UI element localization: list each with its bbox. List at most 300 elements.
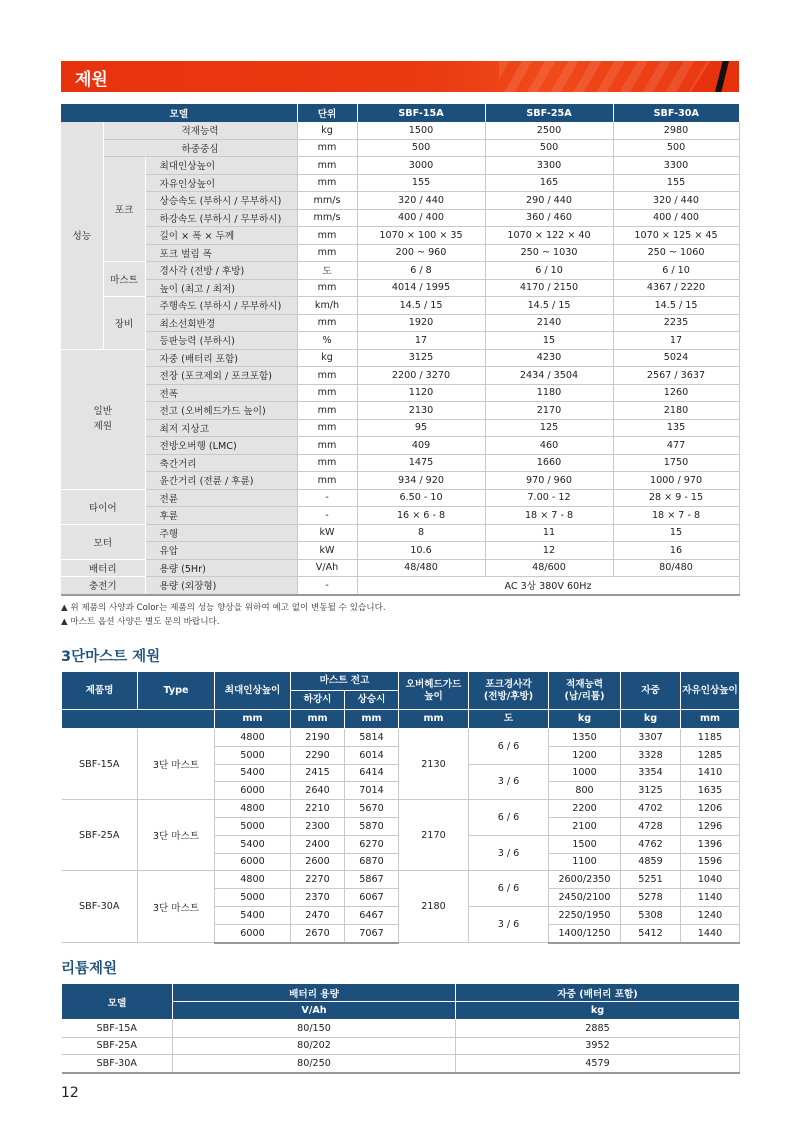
row-value: 155 <box>357 174 485 192</box>
row-label: 전륜 <box>145 489 297 507</box>
row-label: 길이 × 폭 × 두께 <box>145 227 297 245</box>
row-label: 축간거리 <box>145 454 297 472</box>
table-row <box>61 227 739 245</box>
row-value: 14.5 / 15 <box>613 297 739 315</box>
mast-model-name: SBF-15A <box>62 729 138 800</box>
table-row <box>61 332 739 350</box>
row-value: 6 / 8 <box>357 262 485 280</box>
mast-cell: 3354 <box>621 764 681 782</box>
row-label: 전고 (오버헤드가드 높이) <box>145 402 297 420</box>
row-value: 1120 <box>357 384 485 402</box>
row-label: 윤간거리 (전륜 / 후륜) <box>145 472 297 490</box>
lithium-cell: 3952 <box>456 1037 740 1055</box>
mast-cell: 3307 <box>621 729 681 747</box>
row-label: 자유인상높이 <box>145 174 297 192</box>
mast-cell: 2640 <box>291 782 345 800</box>
row-value: 477 <box>613 437 739 455</box>
row-unit: mm <box>297 314 357 332</box>
mast-cell: 5000 <box>215 746 291 764</box>
row-value: 2500 <box>485 122 613 139</box>
table-row <box>62 1055 740 1073</box>
row-value: 970 / 960 <box>485 472 613 490</box>
row-value: 3000 <box>357 157 485 175</box>
row-value: 15 <box>613 524 739 542</box>
row-unit: - <box>297 577 357 595</box>
mast-cell: 5000 <box>215 817 291 835</box>
mast-unit: mm <box>681 710 740 729</box>
spec-table <box>61 104 740 596</box>
mast-cell: 6467 <box>345 906 399 924</box>
row-unit: mm <box>297 437 357 455</box>
row-value: 500 <box>485 139 613 157</box>
table-row <box>62 800 740 818</box>
row-value: 250 ~ 1060 <box>613 244 739 262</box>
mast-cell: 4762 <box>621 835 681 853</box>
row-label: 상승속도 (부하시 / 무부하시) <box>145 192 297 210</box>
mast-model-name: SBF-30A <box>62 871 138 943</box>
row-value: 2140 <box>485 314 613 332</box>
group-charger: 충전기 <box>61 577 145 595</box>
table-row <box>62 871 740 889</box>
mast-cell: 1596 <box>681 853 740 871</box>
row-unit: mm/s <box>297 209 357 227</box>
row-value: 1000 / 970 <box>613 472 739 490</box>
mast-header-max-lift: 최대인상높이 <box>215 672 291 710</box>
group-motor: 모터 <box>61 524 145 559</box>
row-label: 최대인상높이 <box>145 157 297 175</box>
table-row <box>61 192 739 210</box>
mast-cell: 1140 <box>681 889 740 907</box>
spec-header-sbf15a: SBF-15A <box>357 104 485 122</box>
row-label: 적재능력 <box>103 122 297 139</box>
row-unit: mm <box>297 472 357 490</box>
mast-cell: 2670 <box>291 924 345 942</box>
mast-header-product: 제품명 <box>62 672 138 710</box>
table-row <box>62 1037 740 1055</box>
row-value: 7.00 - 12 <box>485 489 613 507</box>
lithium-table <box>61 983 740 1074</box>
mast-cell: 4859 <box>621 853 681 871</box>
row-value: 16 <box>613 542 739 560</box>
mast-model-type: 3단 마스트 <box>138 800 215 871</box>
row-value: 6 / 10 <box>485 262 613 280</box>
mast-cell: 1296 <box>681 817 740 835</box>
mast-cell: 2190 <box>291 729 345 747</box>
group-fork: 포크 <box>103 157 145 262</box>
table-row <box>61 542 739 560</box>
mast-cell: 4800 <box>215 729 291 747</box>
note-mast-option: ▲ 마스트 옵션 사양은 별도 문의 바랍니다. <box>61 617 220 627</box>
row-label: 주행속도 (부하시 / 무부하시) <box>145 297 297 315</box>
mast-tilt: 3 / 6 <box>469 835 549 871</box>
mast-cell: 5814 <box>345 729 399 747</box>
mast-cell: 6000 <box>215 782 291 800</box>
mast-header-weight: 자중 <box>621 672 681 710</box>
mast-cell: 4800 <box>215 871 291 889</box>
row-value: 1660 <box>485 454 613 472</box>
row-value: 2980 <box>613 122 739 139</box>
row-unit: mm <box>297 227 357 245</box>
row-value: 135 <box>613 419 739 437</box>
row-value: 3125 <box>357 349 485 367</box>
mast-cell: 4728 <box>621 817 681 835</box>
table-row <box>61 402 739 420</box>
mast-unit: 도 <box>469 710 549 729</box>
table-row <box>61 174 739 192</box>
mast-cell: 6270 <box>345 835 399 853</box>
mast-cell: 1100 <box>549 853 621 871</box>
table-row <box>61 244 739 262</box>
row-unit: kg <box>297 349 357 367</box>
table-row <box>61 139 739 157</box>
row-value: 5024 <box>613 349 739 367</box>
row-unit: % <box>297 332 357 350</box>
mast-cell: 2370 <box>291 889 345 907</box>
lithium-cell: SBF-25A <box>62 1037 173 1055</box>
mast-cell: 1285 <box>681 746 740 764</box>
row-unit: mm <box>297 384 357 402</box>
mast-cell: 1240 <box>681 906 740 924</box>
table-row <box>61 314 739 332</box>
group-general: 일반 제원 <box>61 349 145 489</box>
table-row <box>61 577 739 595</box>
mast-cell: 6000 <box>215 924 291 942</box>
row-unit: mm <box>297 367 357 385</box>
row-unit: kW <box>297 524 357 542</box>
row-value: 48/600 <box>485 559 613 577</box>
mast-cell: 5400 <box>215 906 291 924</box>
spec-header-unit: 단위 <box>297 104 357 122</box>
row-value: 3300 <box>613 157 739 175</box>
row-value: 320 / 440 <box>613 192 739 210</box>
row-value: 1750 <box>613 454 739 472</box>
mast-cell: 1396 <box>681 835 740 853</box>
row-value: 12 <box>485 542 613 560</box>
mast-cell: 5412 <box>621 924 681 942</box>
mast-cell: 5400 <box>215 835 291 853</box>
mast-cell: 2300 <box>291 817 345 835</box>
row-unit: mm <box>297 157 357 175</box>
row-label: 주행 <box>145 524 297 542</box>
group-mast: 마스트 <box>103 262 145 297</box>
table-row <box>61 419 739 437</box>
row-value: 1475 <box>357 454 485 472</box>
row-label: 전방오버행 (LMC) <box>145 437 297 455</box>
row-unit: mm <box>297 139 357 157</box>
row-value: 2130 <box>357 402 485 420</box>
row-unit: kW <box>297 542 357 560</box>
mast-unit: mm <box>291 710 345 729</box>
mast-cell: 2600 <box>291 853 345 871</box>
row-unit: 도 <box>297 262 357 280</box>
mast-model-type: 3단 마스트 <box>138 729 215 800</box>
mast-cell: 2470 <box>291 906 345 924</box>
row-value: 4367 / 2220 <box>613 279 739 297</box>
row-label: 용량 (5Hr) <box>145 559 297 577</box>
row-unit: mm <box>297 279 357 297</box>
row-unit: mm <box>297 402 357 420</box>
mast-tilt: 3 / 6 <box>469 764 549 800</box>
row-value: 400 / 400 <box>613 209 739 227</box>
mast-cell: 1000 <box>549 764 621 782</box>
mast-cell: 2290 <box>291 746 345 764</box>
mast-cell: 6414 <box>345 764 399 782</box>
mast-cell: 4800 <box>215 800 291 818</box>
mast-cell: 1206 <box>681 800 740 818</box>
table-row <box>61 472 739 490</box>
note-spec-change: ▲ 위 제품의 사양과 Color는 제품의 성능 향상을 위하여 예고 없이 변동될 수 있습니다. <box>61 603 386 613</box>
mast-unit: mm <box>399 710 469 729</box>
mast-cell: 3125 <box>621 782 681 800</box>
row-value: 14.5 / 15 <box>357 297 485 315</box>
mast-cell: 1635 <box>681 782 740 800</box>
mast-header-capacity: 적재능력 (납/리튬) <box>549 672 621 710</box>
row-label: 높이 (최고 / 최저) <box>145 279 297 297</box>
mast-unit: mm <box>215 710 291 729</box>
spec-header-model: 모델 <box>61 104 297 122</box>
lithium-cell: SBF-30A <box>62 1055 173 1073</box>
row-value: 2180 <box>613 402 739 420</box>
table-row <box>61 507 739 525</box>
mast-cell: 2450/2100 <box>549 889 621 907</box>
mast-overhead: 2130 <box>399 729 469 800</box>
row-value: 4230 <box>485 349 613 367</box>
row-label: 등판능력 (부하시) <box>145 332 297 350</box>
table-row <box>62 729 740 747</box>
lithium-cell: 4579 <box>456 1055 740 1073</box>
row-value: 4170 / 2150 <box>485 279 613 297</box>
row-unit: mm <box>297 174 357 192</box>
mast-cell: 6014 <box>345 746 399 764</box>
spec-header-row <box>61 104 739 122</box>
mast-cell: 1440 <box>681 924 740 942</box>
mast-cell: 5000 <box>215 889 291 907</box>
mast-tilt: 6 / 6 <box>469 800 549 836</box>
row-value: 2434 / 3504 <box>485 367 613 385</box>
row-label: 용량 (외장형) <box>145 577 297 595</box>
mast-header-type: Type <box>138 672 215 710</box>
spec-header-sbf30a: SBF-30A <box>613 104 739 122</box>
mast-cell: 6870 <box>345 853 399 871</box>
mast-cell: 7014 <box>345 782 399 800</box>
row-value: 500 <box>357 139 485 157</box>
row-value: 15 <box>485 332 613 350</box>
row-value: 155 <box>613 174 739 192</box>
mast-cell: 1185 <box>681 729 740 747</box>
row-value: 80/480 <box>613 559 739 577</box>
group-tire: 타이어 <box>61 489 145 524</box>
table-row <box>61 297 739 315</box>
mast-tilt: 6 / 6 <box>469 729 549 765</box>
mast-header-tilt: 포크경사각 (전방/후방) <box>469 672 549 710</box>
row-value: AC 3상 380V 60Hz <box>357 577 739 595</box>
row-value: 290 / 440 <box>485 192 613 210</box>
mast-cell: 1500 <box>549 835 621 853</box>
row-unit: km/h <box>297 297 357 315</box>
table-row <box>61 437 739 455</box>
table-row <box>61 384 739 402</box>
table-row <box>61 367 739 385</box>
row-value: 18 × 7 - 8 <box>613 507 739 525</box>
row-value: 1180 <box>485 384 613 402</box>
mast-cell: 2600/2350 <box>549 871 621 889</box>
mast-cell: 800 <box>549 782 621 800</box>
row-value: 28 × 9 - 15 <box>613 489 739 507</box>
group-performance: 성능 <box>61 122 103 349</box>
row-value: 409 <box>357 437 485 455</box>
row-value: 165 <box>485 174 613 192</box>
row-unit: kg <box>297 122 357 139</box>
mast-cell: 5278 <box>621 889 681 907</box>
mast-header-raised: 상승시 <box>345 691 399 710</box>
table-row <box>61 262 739 280</box>
group-battery: 배터리 <box>61 559 145 577</box>
mast-cell: 1400/1250 <box>549 924 621 942</box>
mast-cell: 3328 <box>621 746 681 764</box>
mast-table <box>61 671 740 944</box>
mast-header-free-lift: 자유인상높이 <box>681 672 740 710</box>
mast-overhead: 2180 <box>399 871 469 943</box>
mast-tilt: 3 / 6 <box>469 906 549 942</box>
table-row <box>62 1020 740 1038</box>
table-row <box>61 559 739 577</box>
mast-unit: kg <box>549 710 621 729</box>
row-value: 4014 / 1995 <box>357 279 485 297</box>
lithium-header-battery: 배터리 용량 <box>173 984 456 1002</box>
row-value: 400 / 400 <box>357 209 485 227</box>
section-title: 제원 <box>75 70 108 90</box>
lithium-cell: SBF-15A <box>62 1020 173 1038</box>
row-label: 자중 (배터리 포함) <box>145 349 297 367</box>
table-row <box>61 122 739 139</box>
mast-cell: 2415 <box>291 764 345 782</box>
section-banner <box>61 61 739 92</box>
row-label: 포크 벌림 폭 <box>145 244 297 262</box>
lithium-header-model: 모델 <box>62 984 173 1020</box>
row-value: 1920 <box>357 314 485 332</box>
row-value: 2170 <box>485 402 613 420</box>
mast-cell: 6067 <box>345 889 399 907</box>
row-unit: mm/s <box>297 192 357 210</box>
row-label: 후륜 <box>145 507 297 525</box>
mast-cell: 2400 <box>291 835 345 853</box>
row-label: 최저 지상고 <box>145 419 297 437</box>
mast-model-name: SBF-25A <box>62 800 138 871</box>
row-label: 유압 <box>145 542 297 560</box>
row-unit: mm <box>297 244 357 262</box>
table-row <box>61 279 739 297</box>
row-value: 2200 / 3270 <box>357 367 485 385</box>
row-unit: mm <box>297 454 357 472</box>
row-value: 1070 × 125 × 45 <box>613 227 739 245</box>
row-value: 1070 × 100 × 35 <box>357 227 485 245</box>
mast-header-lowered: 하강시 <box>291 691 345 710</box>
row-label: 전폭 <box>145 384 297 402</box>
table-row <box>61 489 739 507</box>
row-label: 전장 (포크제외 / 포크포함) <box>145 367 297 385</box>
table-row <box>61 157 739 175</box>
lithium-cell: 2885 <box>456 1020 740 1038</box>
row-label: 하중중심 <box>103 139 297 157</box>
mast-cell: 5870 <box>345 817 399 835</box>
row-value: 95 <box>357 419 485 437</box>
mast-cell: 2250/1950 <box>549 906 621 924</box>
mast-tilt: 6 / 6 <box>469 871 549 907</box>
lithium-cell: 80/202 <box>173 1037 456 1055</box>
table-row <box>61 209 739 227</box>
lithium-header-weight: 자중 (배터리 포함) <box>456 984 740 1002</box>
mast-section-title: 3단마스트 제원 <box>61 649 161 665</box>
mast-overhead: 2170 <box>399 800 469 871</box>
row-value: 200 ~ 960 <box>357 244 485 262</box>
row-label: 하강속도 (부하시 / 무부하시) <box>145 209 297 227</box>
mast-unit-blank <box>62 710 215 729</box>
row-value: 500 <box>613 139 739 157</box>
spec-header-sbf25a: SBF-25A <box>485 104 613 122</box>
row-value: 17 <box>613 332 739 350</box>
mast-unit: kg <box>621 710 681 729</box>
row-value: 1500 <box>357 122 485 139</box>
mast-cell: 2270 <box>291 871 345 889</box>
lithium-section-title: 리튬제원 <box>61 961 118 977</box>
mast-cell: 5400 <box>215 764 291 782</box>
row-value: 6 / 10 <box>613 262 739 280</box>
mast-unit: mm <box>345 710 399 729</box>
row-value: 250 ~ 1030 <box>485 244 613 262</box>
mast-cell: 1200 <box>549 746 621 764</box>
row-label: 최소선회반경 <box>145 314 297 332</box>
mast-cell: 1410 <box>681 764 740 782</box>
row-value: 8 <box>357 524 485 542</box>
row-unit: V/Ah <box>297 559 357 577</box>
mast-cell: 5670 <box>345 800 399 818</box>
row-value: 16 × 6 - 8 <box>357 507 485 525</box>
mast-cell: 7067 <box>345 924 399 942</box>
mast-cell: 2200 <box>549 800 621 818</box>
row-unit: - <box>297 507 357 525</box>
row-value: 18 × 7 - 8 <box>485 507 613 525</box>
row-value: 125 <box>485 419 613 437</box>
row-value: 460 <box>485 437 613 455</box>
mast-cell: 2210 <box>291 800 345 818</box>
row-value: 6.50 - 10 <box>357 489 485 507</box>
table-row <box>61 524 739 542</box>
mast-header-mast-height: 마스트 전고 <box>291 672 399 691</box>
mast-cell: 6000 <box>215 853 291 871</box>
mast-cell: 5251 <box>621 871 681 889</box>
table-row <box>61 349 739 367</box>
row-value: 934 / 920 <box>357 472 485 490</box>
page-number: 12 <box>61 1085 79 1101</box>
row-value: 17 <box>357 332 485 350</box>
mast-model-type: 3단 마스트 <box>138 871 215 943</box>
row-value: 14.5 / 15 <box>485 297 613 315</box>
row-label: 경사각 (전방 / 후방) <box>145 262 297 280</box>
mast-header-overhead: 오버헤드가드 높이 <box>399 672 469 710</box>
lithium-unit: kg <box>456 1002 740 1020</box>
row-value: 320 / 440 <box>357 192 485 210</box>
row-value: 1070 × 122 × 40 <box>485 227 613 245</box>
row-value: 360 / 460 <box>485 209 613 227</box>
row-value: 1260 <box>613 384 739 402</box>
mast-cell: 5308 <box>621 906 681 924</box>
lithium-unit: V/Ah <box>173 1002 456 1020</box>
mast-cell: 1350 <box>549 729 621 747</box>
row-value: 2567 / 3637 <box>613 367 739 385</box>
mast-cell: 5867 <box>345 871 399 889</box>
lithium-cell: 80/150 <box>173 1020 456 1038</box>
row-value: 2235 <box>613 314 739 332</box>
